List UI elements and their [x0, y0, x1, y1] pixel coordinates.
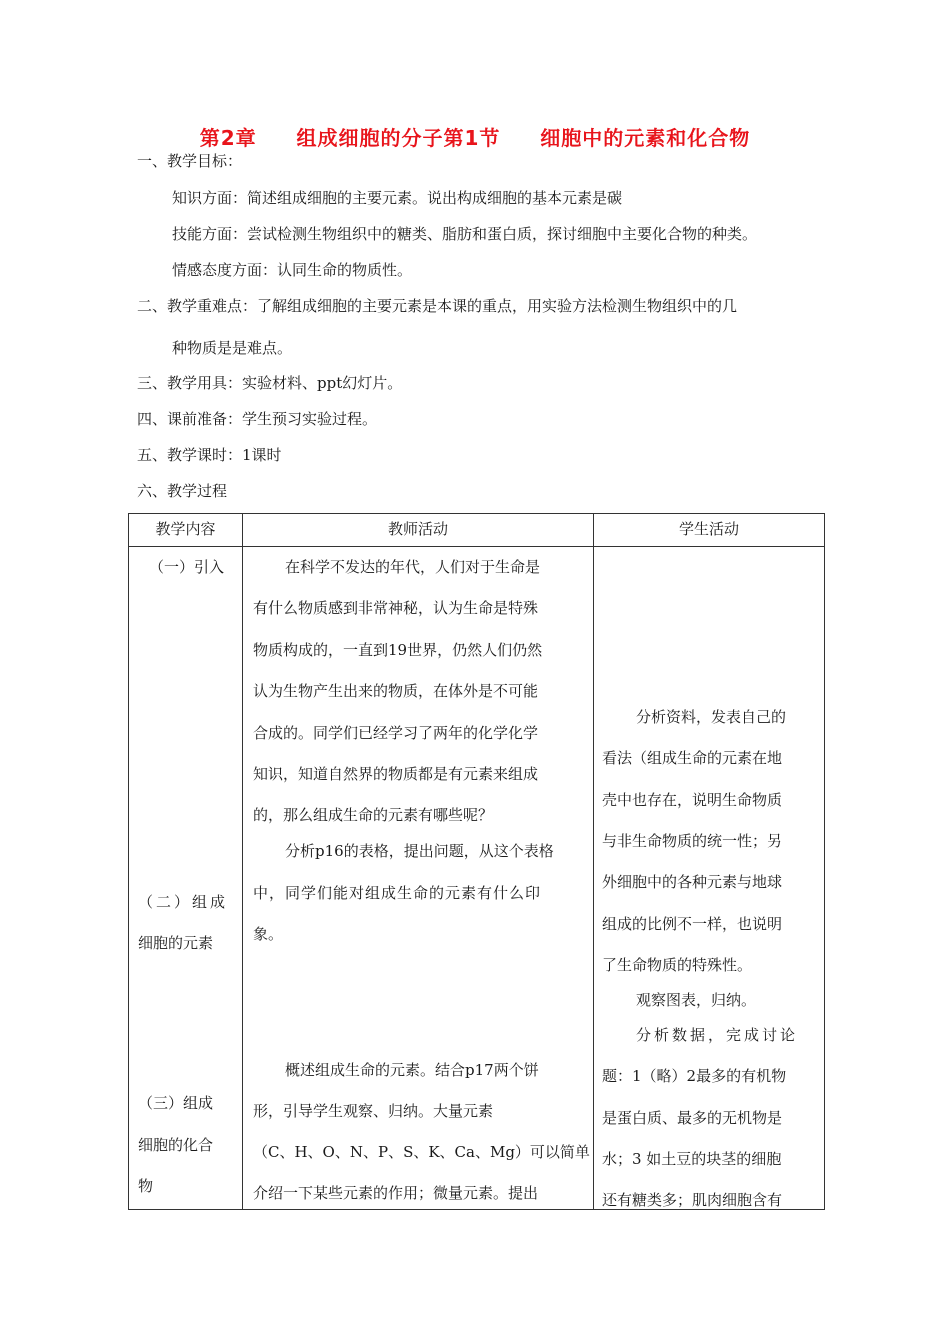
- student-line: 水；3 如土豆的块茎的细胞: [602, 1150, 782, 1168]
- student-line: 组成的比例不一样，也说明: [602, 915, 783, 933]
- student-line: 分析资料，发表自己的: [636, 708, 787, 726]
- document-title: 第2章 组成细胞的分子第1节 细胞中的元素和化合物: [199, 126, 751, 150]
- section-class-hours: 五、教学课时：1课时: [137, 446, 282, 464]
- content-elements-1: （二）组成: [138, 893, 229, 911]
- teacher-line: 的，那么组成生命的元素有哪些呢？: [253, 806, 494, 824]
- student-line: 分析数据，完成讨论: [636, 1026, 799, 1044]
- teacher-column: [243, 547, 594, 1210]
- objective-knowledge: 知识方面：简述组成细胞的主要元素。说出构成细胞的基本元素是碳: [172, 189, 623, 207]
- section-teaching-process: 六、教学过程: [137, 482, 228, 500]
- student-line: 是蛋白质、最多的无机物是: [602, 1109, 783, 1127]
- teaching-process-table: [128, 513, 825, 1210]
- teacher-line: 合成的。同学们已经学习了两年的化学化学: [253, 724, 539, 742]
- teacher-line: 介绍一下某些元素的作用；微量元素。提出: [253, 1184, 539, 1202]
- header-teacher: 教师活动: [243, 514, 594, 547]
- header-student: 学生活动: [594, 514, 825, 547]
- content-compounds-3: 物: [138, 1177, 154, 1195]
- student-line: 外细胞中的各种元素与地球: [602, 873, 783, 891]
- student-column: [594, 547, 825, 1210]
- section-key-points-cont: 种物质是是难点。: [172, 339, 293, 357]
- content-elements-2: 细胞的元素: [138, 934, 214, 952]
- teacher-line: 象。: [253, 925, 284, 943]
- table-body-row: [129, 547, 825, 1210]
- content-intro: （一）引入: [149, 558, 225, 576]
- content-compounds-1: （三）组成: [138, 1094, 214, 1112]
- student-line: 与非生命物质的统一性；另: [602, 832, 783, 850]
- objective-emotion: 情感态度方面：认同生命的物质性。: [172, 261, 413, 279]
- teacher-line: 认为生物产生出来的物质，在体外是不可能: [253, 682, 539, 700]
- teacher-line: 中，同学们能对组成生命的元素有什么印: [253, 884, 542, 902]
- section-objectives-heading: 一、教学目标：: [137, 152, 243, 170]
- student-line: 观察图表，归纳。: [636, 991, 757, 1009]
- student-line: 壳中也存在，说明生命物质: [602, 791, 783, 809]
- table-header-row: [129, 514, 825, 547]
- teacher-line: 形，引导学生观察、归纳。大量元素: [253, 1102, 494, 1120]
- student-line: 题：1（略）2最多的有机物: [602, 1067, 787, 1085]
- teacher-line: 知识，知道自然界的物质都是有元素来组成: [253, 765, 539, 783]
- section-preparation: 四、课前准备：学生预习实验过程。: [137, 410, 378, 428]
- student-line: 还有糖类多；肌肉细胞含有: [602, 1191, 783, 1209]
- teacher-line: 概述组成生命的元素。结合p17两个饼: [285, 1061, 539, 1079]
- student-line: 看法（组成生命的元素在地: [602, 749, 783, 767]
- header-content: 教学内容: [129, 514, 243, 547]
- section-teaching-tools: 三、教学用具：实验材料、ppt幻灯片。: [137, 374, 403, 392]
- section-key-points: 二、教学重难点：了解组成细胞的主要元素是本课的重点，用实验方法检测生物组织中的几: [137, 297, 738, 315]
- teacher-line: 物质构成的，一直到19世界，仍然人们仍然: [253, 641, 543, 659]
- teacher-line: 有什么物质感到非常神秘，认为生命是特殊: [253, 599, 539, 617]
- teacher-line: （C、H、O、N、P、S、K、Ca、Mg）可以简单: [253, 1143, 590, 1161]
- student-line: 了生命物质的特殊性。: [602, 956, 753, 974]
- teacher-line: 在科学不发达的年代，人们对于生命是: [285, 558, 541, 576]
- content-compounds-2: 细胞的化合: [138, 1136, 214, 1154]
- teacher-line: 分析p16的表格，提出问题，从这个表格: [285, 842, 554, 860]
- objective-skill: 技能方面：尝试检测生物组织中的糖类、脂肪和蛋白质，探讨细胞中主要化合物的种类。: [172, 225, 758, 243]
- content-column: [129, 547, 243, 1210]
